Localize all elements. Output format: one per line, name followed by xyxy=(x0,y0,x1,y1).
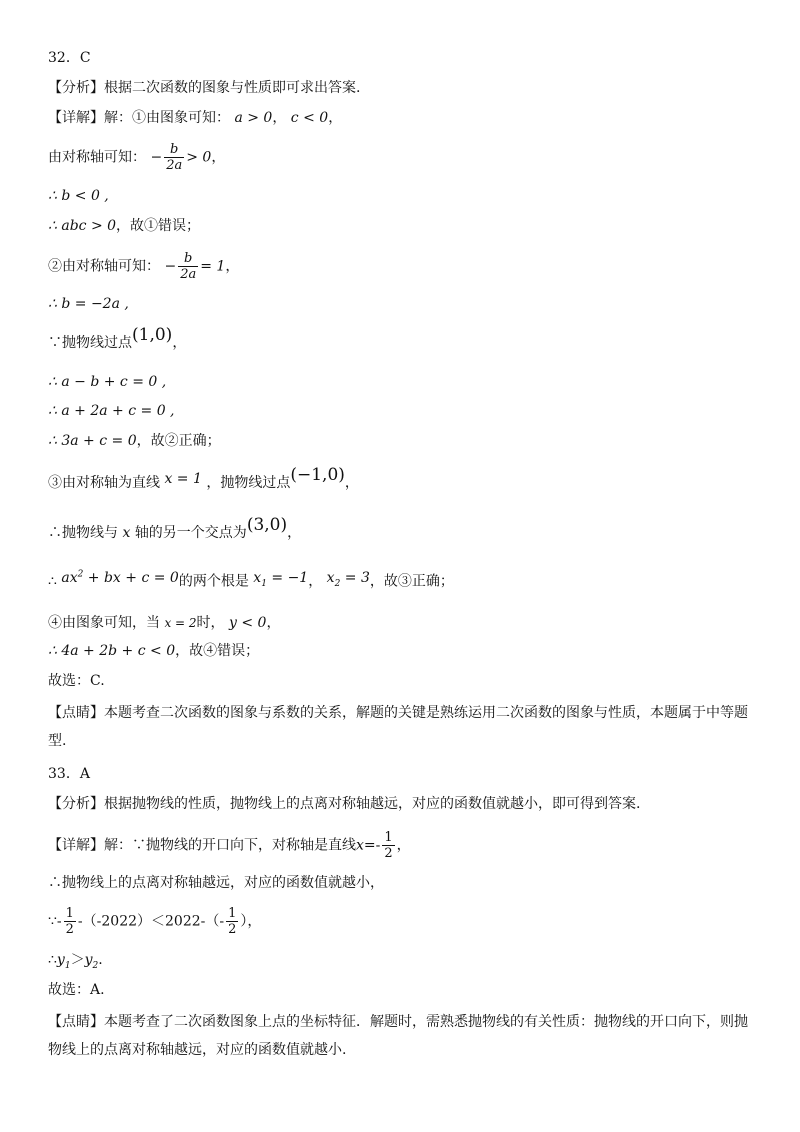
q32-b-eq: ∴ b = −2a , xyxy=(48,296,129,312)
q32-third-line: ③由对称轴为直线 x = 1 ，抛物线过点(−1,0)， xyxy=(48,465,359,491)
q32-axis-line: 由对称轴可知： − $\frac{b}{2a}$ > 0， xyxy=(48,142,226,173)
q32-number: 32．C xyxy=(48,50,91,66)
fraction-one-half-3: $\frac{1}{2}$ xyxy=(228,906,237,937)
q32-eq-1: ∴ a − b + c = 0 , xyxy=(48,374,167,390)
q32-fourth-result: ∴ 4a + 2b + c < 0，故④错误； xyxy=(48,643,260,659)
q33-choice: 故选：A. xyxy=(48,982,105,998)
q33-comment: 【点睛】本题考查了二次函数图象上点的坐标特征．解题时，需熟悉抛物线的有关性质：抛物线的开口向下，则抛物线上的点离对称轴越远，对应的函数值就越小. xyxy=(48,1014,748,1058)
q32-roots-line: ∴ $ax^2$ + bx + c = 0的两个根是 $x_1 = -1$， $x_2 = 3$，故③正确； xyxy=(48,569,454,590)
q33-compare-line: ∵- $\frac{1}{2}$ -（-2022）＜2022-（- $\frac{1}{2}$ ）， xyxy=(48,906,262,937)
q32-detail-line1: 【详解】解：①由图象可知： a > 0， c < 0， xyxy=(48,110,343,126)
q33-result: $\therefore y_1>y_2$. xyxy=(48,952,103,971)
q32-fourth-line: ④由图象可知，当 x = 2时， y < 0， xyxy=(48,615,281,631)
fraction-b-over-2a-2: $\frac{b}{2a}$ xyxy=(180,251,197,282)
q33-line2: ∴抛物线上的点离对称轴越远，对应的函数值就越小， xyxy=(48,875,384,891)
q32-choice: 故选：C. xyxy=(48,673,105,689)
q33-analysis: 【分析】根据抛物线的性质，抛物线上的点离对称轴越远，对应的函数值就越小，即可得到答案. xyxy=(48,796,641,812)
q32-eq-3: ∴ 3a + c = 0，故②正确； xyxy=(48,433,221,449)
fraction-one-half-2: $\frac{1}{2}$ xyxy=(65,906,74,937)
q32-abc-line: ∴ abc > 0，故①错误； xyxy=(48,218,201,234)
q32-point-line: ∵抛物线过点(1,0)， xyxy=(48,325,187,351)
q32-b-negative: ∴ b < 0 , xyxy=(48,188,109,204)
q33-detail-line: 【详解】解：∵抛物线的开口向下，对称轴是直线x=- $\frac{1}{2}$ ， xyxy=(48,830,411,861)
fraction-one-half: $\frac{1}{2}$ xyxy=(384,830,393,861)
q32-analysis: 【分析】根据二次函数的图象与性质即可求出答案. xyxy=(48,80,361,96)
q32-axis-line2: ②由对称轴可知： − $\frac{b}{2a}$ = 1， xyxy=(48,251,240,282)
q32-eq-2: ∴ a + 2a + c = 0 , xyxy=(48,403,175,419)
q32-intersection-line: ∴抛物线与 x 轴的另一个交点为(3,0)， xyxy=(48,515,302,541)
q32-comment: 【点睛】本题考查二次函数的图象与系数的关系，解题的关键是熟练运用二次函数的图象与性质，本题属于中等题型. xyxy=(48,705,748,749)
q33-number: 33．A xyxy=(48,766,90,782)
fraction-b-over-2a: $\frac{b}{2a}$ xyxy=(166,142,183,173)
